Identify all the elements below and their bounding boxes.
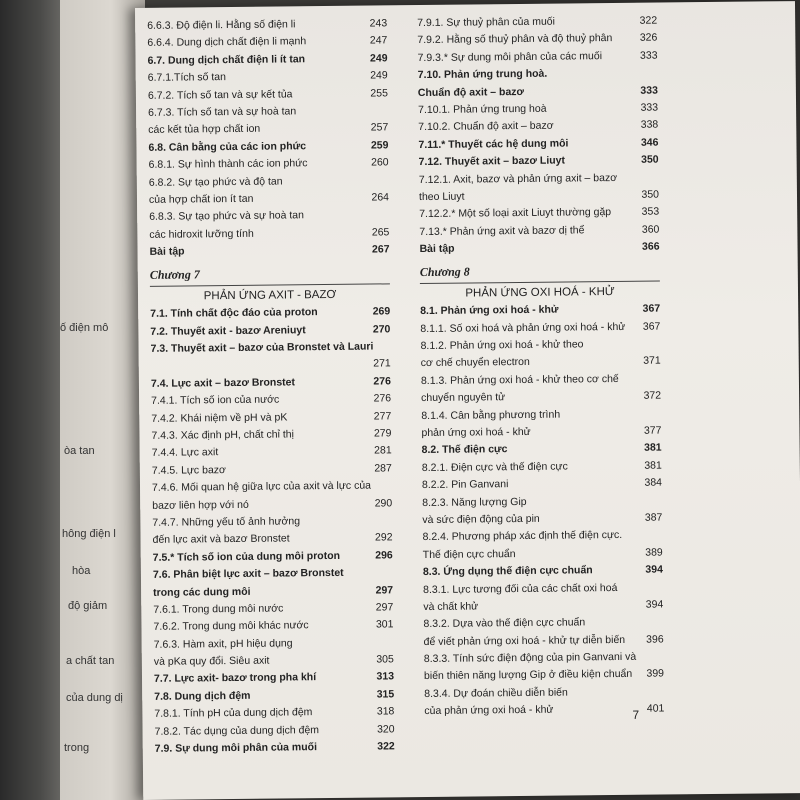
left-fragment: trong [64,742,90,754]
toc-entry-title: các hidroxit lưỡng tính [149,227,254,241]
toc-entry-page: 270 [372,322,391,336]
toc-entry-title: 6.8.3. Sự tạo phức và sự hoà tan [149,209,305,224]
toc-entry-title: 7.6.2. Trong dung môi khác nước [153,619,309,634]
toc-entry-title: 8.1.2. Phản ứng oxi hoá - khử theo [420,338,584,353]
toc-entry-page: 305 [376,653,394,666]
toc-entry-title: 8.2.2. Pin Ganvani [421,478,509,492]
toc-entry-title: 7.12.2.* Một số loại axit Liuyt thường gặp [419,206,612,221]
toc-entry-title: của hợp chất ion ít tan [148,192,254,206]
toc-entry-title: 7.4.7. Những yếu tố ảnh hưởng [152,515,301,529]
toc-entry-page: 276 [373,392,392,405]
toc-entry-page: 276 [373,375,391,388]
toc-entry-page: 346 [640,136,659,149]
toc-entry-page: 269 [372,305,391,318]
toc-entry-page: 281 [374,444,392,457]
toc-entry-page: 401 [646,702,665,715]
toc-entry-title: 7.4.6. Mối quan hệ giữa lực của axit và lực của [151,479,372,495]
toc-entry-page: 315 [376,688,395,701]
toc-entry [149,241,389,261]
toc-entry-title: 8.2.3. Năng lượng Gip [422,495,527,509]
toc-entry-page: 399 [646,667,665,681]
toc-entry-page: 267 [371,243,390,256]
toc-entry-title: và pKa quy đổi. Siêu axit [153,654,270,668]
toc-entry-title: 7.10.1. Phản ứng trung hoà [418,102,547,116]
toc-entry-page: 322 [639,14,658,27]
toc-entry-page: 389 [645,546,663,559]
toc-entry-title: 8.2.1. Điện cực và thế điện cực [421,460,568,474]
toc-entry-title: 7.8. Dung dịch đệm [154,689,251,703]
toc-entry-title: 7.2. Thuyết axit - bazơ Areniuyt [150,323,306,338]
toc-entry-title: 6.8.1. Sự hình thành các ion phức [148,157,308,171]
toc-entry-page: 377 [643,424,662,437]
toc-entry-page: 313 [376,670,395,683]
toc-entry-page: 394 [645,563,663,576]
left-fragment: hông điện l [62,528,116,540]
toc-entry-title: 7.9.1. Sự thuỷ phân của muối [417,15,556,30]
toc-entry-page: 353 [641,205,660,219]
toc-entry-page: 247 [369,34,388,47]
toc-entry-page: 320 [376,722,395,736]
toc-entry-title: các kết tủa hợp chất ion [148,123,261,137]
toc-entry-title: 6.7. Dung dịch chất điện li ít tan [147,53,306,67]
toc-entry-page: 290 [374,496,393,510]
toc-entry-title: 7.4.4. Lực axit [151,446,219,460]
toc-entry-page: 243 [369,17,388,30]
toc-entry-title: 7.13.* Phản ứng axit và bazơ dị thể [419,223,585,238]
page-number: 7 [632,707,640,722]
toc-entry-title: của phản ứng oxi hoá - khử [424,703,554,718]
left-fragment: của dung dị [66,692,123,704]
toc-entry-page: 387 [644,511,663,524]
toc-entry-page: 287 [374,462,392,475]
toc-column-left [147,15,395,758]
toc-entry-title: 7.12. Thuyết axit – bazơ Liuyt [418,154,566,169]
toc-entry-title: 6.7.3. Tích số tan và sự hoà tan [148,105,297,119]
toc-entry [424,701,664,721]
toc-entry-page: 249 [369,52,388,65]
toc-entry-title: trong các dung môi [153,585,251,599]
toc-entry-page: 297 [375,583,394,597]
toc-entry-page: 394 [645,598,664,611]
toc-entry-title: 7.10.2. Chuẩn độ axit – bazơ [418,119,554,134]
toc-entry-title: phản ứng oxi hoá - khử [421,425,531,440]
toc-entry-page: 366 [641,240,660,253]
toc-entry-page: 350 [641,188,660,201]
toc-entry-page: 255 [370,86,388,100]
toc-entry-title: Chuẩn độ axit – bazơ [417,85,525,99]
toc-entry-page: 360 [641,223,660,236]
toc-entry-page: 260 [371,156,389,169]
toc-entry-title: 8.1. Phản ứng oxi hoá - khử [420,303,559,318]
toc-entry-title: 8.1.1. Số oxi hoá và phản ứng oxi hoá - khử [420,320,626,335]
toc-entry-title: Thế điện cực chuẩn [422,547,516,561]
toc-entry-title: 7.4.1. Tích số ion của nước [151,393,280,408]
toc-entry-title: 7.8.2. Tác dụng của dung dịch đệm [154,723,320,738]
toc-entry-page: 396 [646,633,664,646]
toc-entry-title: 7.10. Phản ứng trung hoà. [417,67,548,82]
toc-entry-title: 8.3.2. Dựa vào thế điện cực chuẩn [423,616,586,631]
toc-entry-page: 333 [640,84,658,97]
left-fragment: òa tan [64,445,95,457]
chapter-label: Chương 7 [149,267,200,283]
toc-entry-title: để viết phản ứng oxi hoá - khử tự diễn biến [423,633,626,648]
toc-entry-title: 7.5.* Tích số ion của dung môi proton [152,549,341,564]
toc-entry-page: 381 [644,441,662,455]
toc-entry-page: 279 [373,427,392,440]
toc-entry-title: 6.8. Cân bằng của các ion phức [148,139,307,154]
toc-column-right [417,13,664,721]
toc-entry [155,738,395,758]
toc-entry-page: 301 [375,618,394,631]
toc-entry-page: 271 [373,357,391,370]
toc-entry-title: 8.3.3. Tính sức điện động của pin Ganvani và [423,650,637,666]
toc-entry-page: 350 [641,153,659,166]
toc-entry-page: 371 [643,354,661,368]
toc-entry-title: bazơ liên hợp với nó [152,498,249,512]
toc-entry-title: 7.7. Lực axit- bazơ trong pha khí [153,671,317,686]
book-page [135,1,800,800]
toc-entry-title: 6.7.2. Tích số tan và sự kết tủa [147,87,293,102]
toc-entry-title: 7.4.2. Khái niệm về pH và pK [151,411,288,425]
toc-entry-page: 259 [370,139,389,152]
toc-entry-page: 292 [374,531,393,544]
toc-entry-page: 333 [640,101,659,114]
toc-entry-page: 367 [642,320,661,333]
toc-entry-title: 6.7.1.Tích số tan [147,71,227,85]
toc-entry-title: 7.6. Phân biệt lực axit – bazơ Bronstet [152,566,344,581]
left-page-edge [60,0,145,800]
toc-entry-page: 277 [373,409,392,423]
toc-entry-page: 326 [639,31,658,45]
toc-entry-title: 8.1.4. Cân bằng phương trình [421,408,561,422]
toc-entry-title: 7.3. Thuyết axit – bazơ của Bronstet và Lauri [150,340,374,355]
toc-entry-title: 8.2.4. Phương pháp xác định thế điện cực. [422,529,623,544]
toc-entry-title: 7.1. Tính chất độc đáo của proton [150,306,318,321]
toc-entry-page: 296 [375,549,393,562]
toc-entry-page: 265 [371,226,390,239]
toc-entry-title: 7.9.2. Hằng số thuỷ phân và độ thuỷ phân [417,32,613,47]
toc-entry-title: đến lực axit và bazơ Bronstet [152,532,290,547]
toc-entry-title: 7.9. Sự dung môi phân của muối [154,741,318,755]
toc-entry-title: 8.3.4. Dự đoán chiều diễn biến [424,686,568,700]
toc-entry-title: 7.6.1. Trong dung môi nước [153,602,284,616]
toc-entry-page: 322 [377,740,395,753]
toc-entry-title: 7.6.3. Hàm axit, pH hiệu dụng [153,637,293,651]
toc-entry-page: 333 [639,49,658,62]
chapter-title: PHẢN ỨNG AXIT - BAZƠ [203,288,337,303]
toc-entry-title: 7.11.* Thuyết các hệ dung môi [418,137,569,151]
toc-entry-page: 372 [643,389,662,402]
left-fragment: ố điện mô [60,322,109,334]
toc-entry-title: 7.9.3.* Sự dung môi phân của các muối [417,49,603,64]
toc-entry-title: 7.4.3. Xác định pH, chất chỉ thị [151,428,294,442]
toc-entry-title: theo Liuyt [418,190,465,203]
left-fragment: độ giảm [68,600,108,612]
toc-entry-page: 381 [644,459,662,472]
toc-entry-page: 338 [640,118,659,132]
toc-entry-title: 8.3. Ứng dụng thế điện cực chuẩn [422,564,593,579]
toc-entry-title: và chất khử [423,600,479,613]
toc-entry-page: 318 [376,705,395,718]
toc-entry-title: Bài tập [419,242,455,256]
toc-entry-page: 257 [370,121,389,134]
toc-entry-title: 7.12.1. Axit, bazơ và phản ứng axit – bazơ [418,171,618,186]
toc-entry-title: 6.6.4. Dung dịch chất điện li mạnh [147,35,307,50]
toc-entry-title: chuyển nguyên tử [421,391,506,405]
toc-entry-title: 8.1.3. Phản ứng oxi hoá - khử theo cơ chế [420,372,619,387]
toc-entry-title: Bài tập [149,245,185,258]
left-fragment: a chất tan [66,655,115,667]
toc-entry-title: và sức điện động của pin [422,512,540,526]
toc-entry-title: cơ chế chuyển electron [420,356,530,370]
toc-entry-title: 6.8.2. Sự tạo phức và độ tan [148,174,283,189]
chapter-title: PHẢN ỨNG OXI HOÁ - KHỬ [465,285,615,300]
toc-entry-page: 249 [370,69,388,82]
toc-entry-title: 7.4.5. Lực bazơ [151,463,226,477]
toc-entry-title: 6.6.3. Độ điện li. Hằng số điện li [147,18,296,32]
toc-entry-page: 264 [371,191,390,204]
toc-entry-page: 297 [375,601,394,614]
chapter-label: Chương 8 [419,264,470,280]
toc-entry-title: 8.2. Thế điện cực [421,443,508,457]
toc-entry-title: 8.3.1. Lực tương đối của các chất oxi hoá [423,581,618,596]
toc-entry [419,239,659,259]
toc-entry-title: 7.8.1. Tính pH của dung dịch đệm [154,706,313,721]
left-fragment: hòa [72,565,91,577]
toc-entry-title: 7.4. Lực axit – bazơ Bronstet [150,376,296,390]
toc-entry-page: 367 [642,302,661,315]
toc-entry-title: biến thiên năng lượng Gip ở điều kiện chuẩn [423,668,633,683]
toc-entry-page: 384 [644,476,663,489]
